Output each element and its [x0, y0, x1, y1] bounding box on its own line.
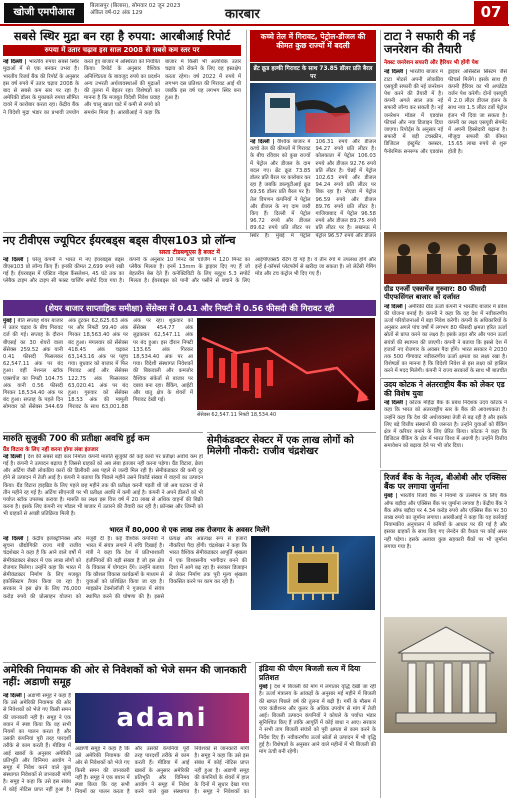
- story-headline: उदय कोटक ने अंतरराष्ट्रीय बैंक को लेकर एड की विशेष युवा: [384, 380, 505, 398]
- issue-date: बिलासपुर (बिलास), सोमवार 02 जून 2023: [90, 3, 181, 9]
- story-subhead: नेक्स्ट जनरेशन सफारी और हैरियर भी होंगी पेश: [384, 60, 479, 67]
- bank-building-icon: [384, 617, 507, 733]
- issue-number: अंकित वर्ष-02 अंक 129: [90, 10, 143, 16]
- story-subhead: ब्रेंट क्रूड हल्की गिरावट के साथ 73.85 डॉलर प्रति बैरल पर: [250, 63, 376, 81]
- adani-logo: adani: [116, 703, 208, 733]
- story-body: [259, 684, 376, 794]
- story-text: देश की सबसे बड़ी कार निर्माता कंपनी मारुति सुजुकी की कई कारों पर प्रतीक्षा अवधि कम हो गई है। कंपनी ने उत्पादन बढ़ाया है जिससे ग्राहकों को अब लंबा इंतजार नहीं करना पड़ेगा। ग्रैंड विटारा, ब्रेजा और अर्टिगा जैसी लोकप्रिय कारों की डिलीवरी अब पहले से जल्दी मिल रही है। सेमीकंडक्टर की कमी दूर होने से उत्पादन में तेजी आई है। कंपनी ने बताया कि पिछले महीने उसने रिकॉर्ड संख्या में वाहनों का उत्पादन किया। ग्रैंड विटारा हाइब्रिड के लिए पहले छह महीने तक की प्रतीक्षा करनी पड़ती थी जो अब घटकर दो से तीन महीने रह गई है। अर्टिगा सीएनजी पर भी प्रतीक्षा अवधि में कमी आई है। कंपनी ने अपने डीलरों को भी पर्याप्त स्टॉक उपलब्ध कराया है। मारुति का लक्ष्य इस वित्त वर्ष में 20 लाख से अधिक वाहनों की बिक्री करना है। इसके लिए कंपनी नए मॉडल भी बाजार में उतारने की तैयारी कर रही है। फ्रॉन्क्स और जिम्नी को भी ग्राहकों से अच्छी प्रतिक्रिया मिली है।: [3, 453, 203, 518]
- story-headline: सबसे स्थिर मुद्रा बन रहा है रुपया: आरबीआई रिपोर्ट: [13, 29, 231, 43]
- story-body: [250, 139, 376, 243]
- story-reserve: [380, 470, 507, 798]
- story-tata: [380, 30, 507, 230]
- story-body: [384, 304, 507, 374]
- adani-logo-photo: [75, 693, 249, 743]
- story-body: [384, 400, 507, 460]
- market-chart-photo: [197, 318, 375, 410]
- dateline: मुंबई |: [259, 684, 272, 691]
- story-headline: टाटा ने सफारी की नई जनरेशन की तैयारी: [384, 29, 476, 57]
- newspaper-logo: खोजी एमपीआस: [4, 3, 84, 23]
- story-text: अमेरिकी ग्रीड ऊर्जा कंपनी ने भारतीय बाजार में प्रवेश की योजना बनाई है। कंपनी ने कहा कि वह देश में नवीकरणीय ऊर्जा परियोजनाओं में बड़ा निवेश करेगी। कंपनी के अधिकारियों के अनुसार अगले पांच वर्षों में लगभग 80 फीसदी क्षमता हरित ऊर्जा स्रोतों से प्राप्त करने का लक्ष्य है। इसके तहत सौर और पवन ऊर्जा संयंत्रों की स्थापना की जाएगी। कंपनी ने बताया कि इससे देश में हजारों नए रोजगार के अवसर पैदा होंगे। भारत सरकार ने 2030 तक 500 गीगावाट नवीकरणीय ऊर्जा क्षमता का लक्ष्य रखा है। विशेषज्ञों का मानना है कि विदेशी निवेश से इस लक्ष्य को हासिल करने में मदद मिलेगी। कंपनी ने राज्य सरकारों के साथ भी बातचीत: [384, 303, 507, 374]
- story-text: भारतीय रुपया सबसे स्थिर मुद्राओं में से एक बनकर उभरा है। भारतीय रिजर्व बैंक की रिपोर्ट के अनुसार इस वर्ष रुपये में उतार चढ़ाव 2008 के बाद से सबसे कम स्तर पर रहा है। अमेरिकी डॉलर के मुकाबले रुपया सीमित दायरे में कारोबार करता रहा। केंद्रीय बैंक ने विदेशी मुद्रा भंडार का प्रभावी उपयोग करते हुए बाजार में अस्थिरता को नियंत्रित किया। रिपोर्ट के अनुसार वैश्विक अनिश्चितता के बावजूद रुपये का प्रदर्शन अन्य उभरती अर्थव्यवस्थाओं की मुद्राओं की तुलना में बेहतर रहा। विशेषज्ञों का मानना है कि मजबूत विदेशी निवेश प्रवाह और चालू खाता घाटे में कमी से रुपये को समर्थन मिला है। आरबीआई ने कहा कि बाजार में किसी भी अत्यधिक उतार चढ़ाव को रोकने के लिए वह हस्तक्षेप करता रहेगा। वर्ष 2022 में रुपये में लगभग दस प्रतिशत की गिरावट आई थी जबकि इस वर्ष यह लगभग स्थिर बना हुआ है।: [3, 59, 241, 116]
- story-body-left: [3, 693, 71, 797]
- story-body-right: [75, 746, 249, 797]
- story-pm: [380, 232, 507, 377]
- masthead: [0, 0, 509, 26]
- story-body: [3, 318, 193, 428]
- story-body: [384, 493, 507, 613]
- story-body: [3, 536, 247, 660]
- story-text: अडाणी समूह ने कहा है कि उसे अमेरिकी नियामक की ओर से निवेशकों को भेजे गए किसी समन की जानकारी नहीं है। समूह ने एक बयान में स्पष्ट किया कि वह सभी नियमों का पालन करता है और उसकी कंपनियां पूरी तरह पारदर्शी तरीके से काम करती हैं। मीडिया में आई खबरों के अनुसार अमेरिकी प्रतिभूति और विनिमय आयोग ने समूह में निवेश करने वाले कुछ संस्थागत निवेशकों से जानकारी मांगी है। समूह ने कहा कि उसे इस संबंध में कोई नोटिस प्राप्त नहीं हुआ है। अडाणी समूह की कंपनियों के शेयरों में हाल के दिनों में सुधार देखा गया है। समूह ने निवेशकों का: [75, 746, 249, 796]
- story-uday: [380, 378, 507, 468]
- dateline: मुंबई |: [3, 318, 16, 324]
- story-body: [3, 257, 376, 295]
- dateline: नई दिल्ली |: [3, 453, 26, 460]
- story-text: भारतीय बाजार में टाटा मोटर्स अपनी लोकप्रिय एसयूवी सफारी की नई जनरेशन पेश करने की तैयारी में है। कंपनी अगले साल तक नई सफारी लॉन्च कर सकती है। नई जनरेशन मॉडल में एडवांस फीचर्स और नया डिजाइन दिया जाएगा। रिपोर्ट्स के अनुसार नई सफारी में बड़ी टचस्क्रीन, डिजिटल इंस्ट्रूमेंट क्लस्टर, पैनोरमिक सनरूफ और एडवांस ड्राइवर असिस्टेंस सिस्टम जैसे फीचर्स मिलेंगे। इसके साथ ही कंपनी हैरियर का भी अपडेटेड वर्जन पेश करेगी। दोनों एसयूवी में 2.0 लीटर डीजल इंजन के साथ नया 1.5 लीटर टर्बो पेट्रोल इंजन भी दिया जा सकता है। कंपनी का लक्ष्य एसयूवी सेगमेंट में अपनी हिस्सेदारी बढ़ाना है। मौजूदा सफारी की कीमत 15.65 लाख रुपये से शुरू होती है।: [384, 69, 507, 155]
- story-text: बीते सप्ताह शेयर बाजार में उतार चढ़ाव के बीच गिरावट दर्ज की गई। सप्ताह के दौरान बीएसई का 30 शेयरों वाला सेंसेक्स 259.52 अंक यानी 0.41 फीसदी फिसलकर 62,547.11 अंक पर बंद हुआ। वहीं नेशनल स्टॉक एक्सचेंज का निफ्टी 104.75 अंक यानी 0.56 फीसदी गिरकर 18,534.40 अंक पर बंद हुआ। सप्ताह के पहले दिन सोमवार को सेंसेक्स 344.69 अंक टूटकर 62,625.63 अंक पर और निफ्टी 99.40 अंक गिरकर 18,563.40 अंक पर बंद हुआ। मंगलवार को सेंसेक्स 418.45 अंक चढ़कर 63,143.16 अंक पर पहुंच गया। बुधवार को बाजार में फिर गिरावट आई और सेंसेक्स 122.75 अंक फिसलकर 63,020.41 अंक पर बंद हुआ। गुरुवार को सेंसेक्स 18.53 अंक की मामूली गिरावट के साथ 63,001.88 अंक पर रहा। शुक्रवार को सेंसेक्स 454.77 अंक लुढ़ककर 62,547.11 अंक पर बंद हुआ। इस दौरान निफ्टी 133.65 अंक गिरकर 18,534.40 अंक पर आ गया। विदेशी संस्थागत निवेशकों की बिकवाली और कमजोर वैश्विक संकेतों से बाजार पर दबाव बना रहा। बैंकिंग, आईटी और धातु क्षेत्र के शेयरों में गिरावट देखी गई।: [3, 318, 193, 411]
- story-adani: [3, 662, 251, 798]
- story-headline: कच्चे तेल में गिरावट, पेट्रोल-डीजल की कीमत कुछ राज्यों में बदली: [260, 32, 366, 50]
- story-semiconductor: [207, 432, 376, 472]
- story-body: [384, 69, 507, 221]
- story-earbuds: [3, 232, 376, 296]
- story-text: अडाणी समूह ने कहा है कि उसे अमेरिकी नियामक की ओर से निवेशकों को भेजे गए किसी समन की जानकारी नहीं है। समूह ने एक बयान में स्पष्ट किया कि वह सभी नियमों का पालन करता है और उसकी कंपनियां पूरी तरह पारदर्शी तरीके से काम करती हैं। मीडिया में आई खबरों के अनुसार अमेरिकी प्रतिभूति और विनिमय आयोग ने समूह में निवेश करने वाले कुछ संस्थागत निवेशकों से जानकारी मांगी है। समूह ने कहा कि उसे इस संबंध में कोई नोटिस प्राप्त नहीं हुआ है।: [3, 693, 71, 793]
- stock-chart-icon: [197, 318, 375, 410]
- story-headline: अमेरिकी नियामक की ओर से निवेशकों को भेजे समन की जानकारी नहीं: अडाणी समूह: [3, 665, 247, 688]
- dateline: नई दिल्ली |: [3, 256, 29, 263]
- story-text: केंद्रीय इलेक्ट्रॉनिक्स और सूचना प्रौद्योगिकी राज्य मंत्री राजीव चंद्रशेखर ने कहा है कि आने वाले वर्षों में सेमीकंडक्टर सेक्टर में एक लाख लोगों को रोजगार मिलेगा। उन्होंने कहा कि भारत में सेमीकंडक्टर निर्माण के लिए मजबूत इकोसिस्टम तैयार किया जा रहा है। सरकार ने इस क्षेत्र के लिए 76,000 करोड़ रुपये की प्रोत्साहन योजना को मंजूरी दी है। कई वैश्विक कंपनियों ने भारत में संयंत्र लगाने में रुचि दिखाई है। मंत्री ने कहा कि देश में प्रतिभाशाली इंजीनियरों की बड़ी संख्या है जो इस क्षेत्र के विकास में योगदान देंगे। उन्होंने बताया कि कौशल विकास कार्यक्रमों के माध्यम से युवाओं को प्रशिक्षित किया जा रहा है। माइक्रोन टेक्नोलॉजी ने गुजरात में संयंत्र स्थापित करने की घोषणा की है। इससे प्रत्यक्ष और अप्रत्यक्ष रूप से हजारों नौकरियां पैदा होंगी। चंद्रशेखर ने कहा कि भारत वैश्विक सेमीकंडक्टर आपूर्ति श्रृंखला में एक विश्वसनीय भागीदार बनने की दिशा में आगे बढ़ रहा है। सरकार डिजाइन से लेकर निर्माण तक पूरी मूल्य श्रृंखला विकसित करने पर काम कर रही है।: [3, 536, 247, 600]
- story-headline: नए टीवीएस ज्यूपिटर ईयरबड्स बड्स वीएस103 प्रो लॉन्च: [3, 234, 236, 247]
- story-text: भारतीय रिजर्व बैंक ने नियमों के उल्लंघन के लिए बैंक ऑफ बड़ौदा और एक्सिस बैंक पर जुर्माना लगाया है। केंद्रीय बैंक ने बैंक ऑफ बड़ौदा पर 4.34 करोड़ रुपये और एक्सिस बैंक पर 30 लाख रुपये का जुर्माना लगाया। आरबीआई ने कहा कि यह कार्रवाई नियामकीय अनुपालन में कमियों के आधार पर की गई है और इसका ग्राहकों के साथ किए गए लेनदेन की वैधता पर कोई असर नहीं पड़ेगा। इसके अलावा कुछ सहकारी बैंकों पर भी जुर्माना लगाया गया है।: [384, 493, 507, 550]
- fuel-nozzle-icon: [250, 83, 375, 137]
- issue-info: [90, 3, 240, 17]
- story-headline: सेमीकंडक्टर सेक्टर में एक लाख लोगों को मिलेगी नौकरी: राजीव चंद्रशेखर: [207, 435, 354, 458]
- dateline: नई दिल्ली |: [384, 303, 407, 310]
- dateline: नई दिल्ली |: [3, 536, 29, 542]
- fuel-pump-photo: [250, 83, 376, 137]
- story-subhead: ग्रैंड विटारा के लिए नहीं करना होगा लंबा इंतजार: [3, 446, 99, 453]
- story-oil: [246, 30, 376, 239]
- story-text: वैश्विक बाजार में कच्चे तेल की कीमतों में गिरावट के बीच रविवार को कुछ राज्यों में पेट्रोल और डीजल के दाम बदल गए। ब्रेंट क्रूड 73.85 डॉलर प्रति बैरल पर कारोबार कर रहा है जबकि डब्ल्यूटीआई क्रूड 69.56 डॉलर प्रति बैरल पर है। तेल विपणन कंपनियों ने पेट्रोल और डीजल के नए दाम जारी किए हैं। दिल्ली में पेट्रोल 96.72 रुपये और डीजल 89.62 रुपये प्रति लीटर पर स्थिर है। मुंबई में पेट्रोल 106.31 रुपये और डीजल 94.27 रुपये प्रति लीटर है। कोलकाता में पेट्रोल 106.03 रुपये और डीजल 92.76 रुपये प्रति लीटर है। चेन्नई में पेट्रोल 102.63 रुपये और डीजल 94.24 रुपये प्रति लीटर पर बिक रहा है। नोएडा में पेट्रोल 96.59 रुपये और डीजल 89.76 रुपये प्रति लीटर है। गाजियाबाद में पेट्रोल 96.58 रुपये और डीजल 89.75 रुपये प्रति लीटर पर है। लखनऊ में पेट्रोल 96.57 रुपये और डीजल: [250, 139, 376, 239]
- chip-photo: [251, 536, 375, 610]
- page-number: 07: [474, 1, 508, 24]
- story-text: घरेलू कंपनी ने भारत में नए ईयरबड्स बड्स वीएस103 प्रो लॉन्च किए हैं। इनकी कीमत 2,699 रुपये रखी गई है। ईयरबड्स में एक्टिव नॉइस कैंसलेशन, 45 घंटे तक का प्लेबैक टाइम और टाइप सी फास्ट चार्जिंग सपोर्ट दिया गया है। कंपनी के अनुसार 10 मिनट की चार्जिंग में 120 मिनट का प्लेबैक मिलता है। इनमें 13mm के ड्राइवर दिए गए हैं जो बेहतरीन बेस देते हैं। कनेक्टिविटी के लिए ब्लूटूथ 5.3 सपोर्ट मिलता है। ईयरबड्स को पानी और पसीने से बचाने के लिए आईपीएक्स5 रेटिंग दी गई है। ये तीन रंगों में उपलब्ध होंगे और इन्हें ई-कॉमर्स प्लेटफॉर्म से खरीदा जा सकता है। लो लेटेंसी गेमिंग मोड और टच कंट्रोल भी दिए गए हैं।: [3, 256, 376, 285]
- story-rbi: [3, 30, 241, 230]
- bank-building-photo: [384, 617, 507, 733]
- story-headline: इंडिया की पीएम बिजली सत्य में दिया प्रतिशत: [259, 664, 361, 682]
- story-subhead: सस्ता टीडब्ल्यूएस है बजट में: [159, 248, 220, 256]
- dateline: नई दिल्ली |: [384, 400, 408, 407]
- microchip-icon: [251, 536, 375, 610]
- story-text: देश में बिजली की मांग में लगातार वृद्धि देखी जा रही है। ऊर्जा मंत्रालय के आंकड़ों के अनुसार मई महीने में बिजली की खपत पिछले वर्ष की तुलना में बढ़ी है। गर्मी के मौसम में एयर कंडीशनर और कूलर के अधिक उपयोग से मांग में तेजी आई। बिजली उत्पादन कंपनियों ने कोयले के पर्याप्त भंडार सुनिश्चित किए हैं ताकि आपूर्ति में कोई बाधा न आए। सरकार ने सभी ताप बिजली संयंत्रों को पूरी क्षमता से काम करने के निर्देश दिए हैं। नवीकरणीय ऊर्जा स्रोतों से उत्पादन में भी वृद्धि हुई है। विशेषज्ञों के अनुसार आने वाले महीनों में भी बिजली की मांग ऊंची बनी रहेगी।: [259, 684, 376, 756]
- semi-subhead: भारत में 80,000 से एक लाख तक रोजगार के अवसर मिलेंगे: [109, 526, 270, 534]
- meeting-people-icon: [384, 232, 507, 284]
- story-headline: मारुति सुजुकी 700 की प्रतीक्षा अवधि हुई कम: [3, 434, 150, 444]
- story-market: [3, 318, 376, 430]
- dateline: नई दिल्ली |: [384, 69, 408, 76]
- story-text: कोटक महिंद्रा बैंक के प्रबंध निदेशक उदय कोटक ने कहा कि भारत को अंतरराष्ट्रीय स्तर के बैंक की आवश्यकता है। उन्होंने कहा कि देश की अर्थव्यवस्था तेजी से बढ़ रही है और इसके लिए बड़े वित्तीय संस्थानों की जरूरत है। उन्होंने युवाओं को बैंकिंग क्षेत्र में करियर बनाने के लिए प्रेरित किया। कोटक ने कहा कि डिजिटल बैंकिंग के क्षेत्र में भारत विश्व में अग्रणी है। उन्होंने वित्तीय समावेशन को बढ़ावा देने पर भी जोर दिया।: [384, 400, 507, 450]
- dateline: मुंबई |: [384, 493, 398, 500]
- story-headline: ग्रीड एनर्जी एक्सचेंज गुरुवार: 80 फीसदी पीएफसिंगल बाजार को दर्जास्त: [384, 285, 487, 301]
- story-body: [3, 59, 241, 235]
- dateline: नई दिल्ली |: [3, 693, 26, 699]
- conference-photo: [384, 232, 507, 284]
- story-subhead: रुपया में उतार चढ़ाव इस साल 2008 से सबसे कम स्तर पर: [3, 45, 241, 56]
- market-banner: (शेयर बाजार साप्ताहिक समीक्षा) सेंसेक्स में 0.41 और निफ्टी में 0.56 फीसदी की गिरावट रही: [3, 300, 376, 316]
- dateline: नई दिल्ली |: [250, 139, 275, 145]
- story-headline: रिजर्व बैंक के नेतृत्व, बीओबी और एक्सिस बैंक पर लगाया जुर्माना: [384, 473, 507, 492]
- chart-caption: सेंसेक्स 62,547.11 निफ्टी 18,534.40: [197, 412, 277, 418]
- story-india: [255, 662, 376, 798]
- oil-banner: [250, 30, 376, 62]
- dateline: नई दिल्ली |: [3, 59, 27, 66]
- semi-body-wrap: [3, 536, 376, 660]
- story-body: [3, 454, 203, 520]
- section-title: कारबार: [225, 7, 260, 22]
- story-maruti: [3, 432, 203, 524]
